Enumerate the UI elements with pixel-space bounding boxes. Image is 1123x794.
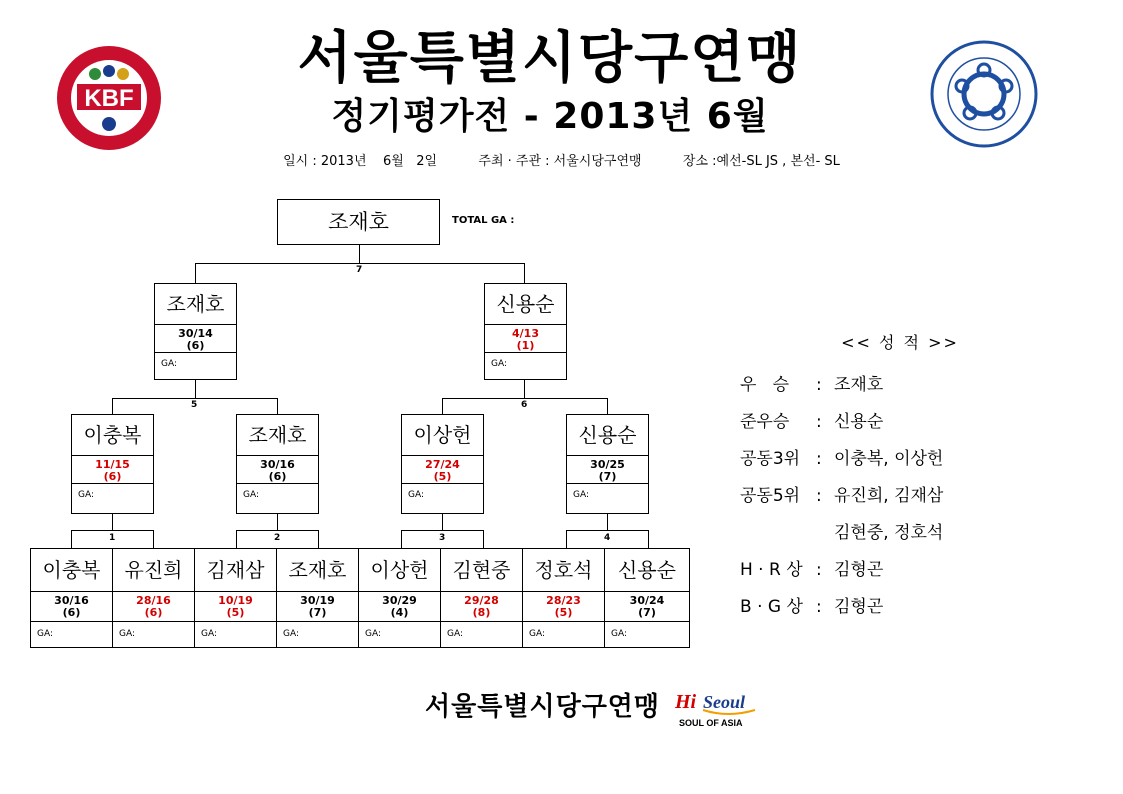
- semi-card-1: 조재호 30/14 (6) GA:: [154, 283, 237, 380]
- round-label: 3: [439, 533, 446, 543]
- first-round-table: [30, 548, 690, 648]
- svg-text:Hi: Hi: [675, 691, 697, 713]
- kbf-logo: [55, 44, 163, 152]
- result-row: 우 승 : 조재호: [740, 375, 884, 395]
- player-name: 신용순: [567, 415, 648, 456]
- result-row: 준우승 : 신용순: [740, 412, 884, 432]
- round-label: 6: [521, 400, 528, 410]
- svg-text:SOUL OF ASIA: SOUL OF ASIA: [679, 718, 743, 728]
- kbf-logo-text: KBF: [84, 85, 134, 112]
- player-name: 조재호: [155, 284, 236, 325]
- quarter-card-3: 이상헌 27/24 (5) GA:: [401, 414, 484, 514]
- page-title: 서울특별시당구연맹: [297, 26, 803, 91]
- first-round-cell: 정호석 28/23 (5) GA:: [523, 549, 605, 647]
- player-name: 조재호: [237, 415, 318, 456]
- result-row: 공동5위 : 유진희, 김재삼: [740, 486, 944, 506]
- page-subtitle: 정기평가전 - 2013년 6월: [331, 96, 769, 137]
- round-label: 7: [356, 265, 363, 275]
- result-row: 김현중, 정호석: [834, 523, 944, 543]
- seoul-sports-council-logo: [930, 40, 1038, 148]
- result-row: H · R 상 : 김형곤: [740, 560, 884, 580]
- player-name: 이충복: [72, 415, 153, 456]
- first-round-cell: 김재삼 10/19 (5) GA:: [195, 549, 277, 647]
- player-name: 이상헌: [402, 415, 483, 456]
- semi-card-2: 신용순 4/13 (1) GA:: [484, 283, 567, 380]
- first-round-cell: 유진희 28/16 (6) GA:: [113, 549, 195, 647]
- round-label: 2: [274, 533, 281, 543]
- first-round-cell: 김현중 29/28 (8) GA:: [441, 549, 523, 647]
- results-panel: [740, 330, 1040, 626]
- footer-org: 서울특별시당구연맹: [425, 692, 661, 722]
- first-round-cell: 이충복 30/16 (6) GA:: [31, 549, 113, 647]
- player-name: 신용순: [485, 284, 566, 325]
- quarter-card-4: 신용순 30/25 (7) GA:: [566, 414, 649, 514]
- champion-box: 조재호: [277, 199, 440, 245]
- total-ga-label: TOTAL GA :: [452, 215, 515, 226]
- event-info: 일시 : 2013년 6월 2일 주최 · 주관 : 서울시당구연맹 장소 :예선-SL JS , 본선- SL: [283, 154, 840, 169]
- results-heading: << 성 적 >>: [841, 333, 959, 352]
- result-row: B · G 상 : 김형곤: [740, 597, 884, 617]
- first-round-cell: 조재호 30/19 (7) GA:: [277, 549, 359, 647]
- first-round-cell: 신용순 30/24 (7) GA:: [605, 549, 689, 647]
- first-round-cell: 이상헌 30/29 (4) GA:: [359, 549, 441, 647]
- quarter-card-2: 조재호 30/16 (6) GA:: [236, 414, 319, 514]
- hi-seoul-logo: [673, 680, 763, 730]
- round-label: 5: [191, 400, 198, 410]
- svg-text:Seoul: Seoul: [703, 692, 746, 712]
- result-row: 공동3위 : 이충복, 이상헌: [740, 449, 944, 469]
- round-label: 4: [604, 533, 611, 543]
- round-label: 1: [109, 533, 116, 543]
- quarter-card-1: 이충복 11/15 (6) GA:: [71, 414, 154, 514]
